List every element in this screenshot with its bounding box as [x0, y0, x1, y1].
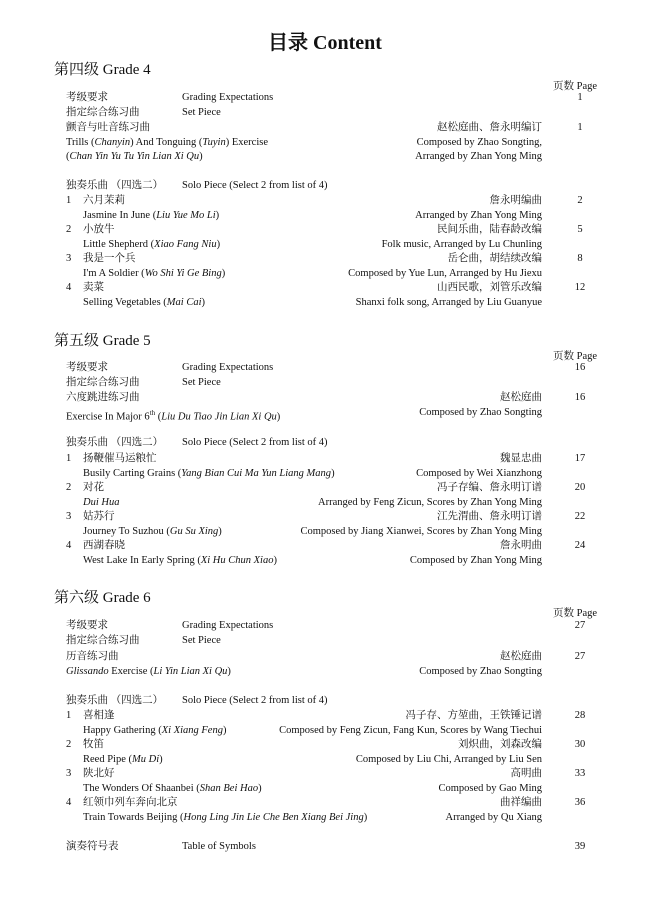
title-romanization: Mu Di [132, 754, 160, 765]
grade-heading: 第六级 Grade 6 [54, 590, 151, 606]
piece-number: 3 [66, 511, 72, 522]
title-part: ) [159, 754, 163, 765]
exercise-credit-cn: 赵松庭曲 [500, 651, 542, 662]
piece-title-cn: 卖菜 [83, 282, 104, 293]
solo-label-en: Solo Piece (Select 2 from list of 4) [182, 695, 328, 706]
title-part: ) [331, 468, 335, 479]
piece-credit-cn: 魏显忠曲 [500, 453, 542, 464]
solo-label-en: Solo Piece (Select 2 from list of 4) [182, 180, 328, 191]
piece-credit-en: Composed by Jiang Xianwei, Scores by Zhan Yong Ming [300, 526, 542, 537]
solo-label-cn: 独奏乐曲 （四选二） [66, 695, 164, 706]
grading-row[interactable] [0, 619, 650, 633]
page-number: 27 [574, 651, 586, 662]
piece-en-row [0, 554, 650, 568]
title-part: Happy Gathering ( [83, 725, 162, 736]
piece-en-row [0, 724, 650, 738]
piece-credit-en: Composed by Liu Chi, Arranged by Liu Sen [355, 754, 542, 765]
page-number: 24 [574, 540, 586, 551]
piece-row[interactable] [0, 796, 650, 810]
piece-title-en [83, 724, 226, 738]
piece-title-cn: 扬鞭催马运粮忙 [83, 453, 157, 464]
set-label-en: Set Piece [182, 107, 221, 118]
title-romanization: Xi Hu Chun Xiao [200, 555, 274, 566]
solo-header-row [0, 694, 650, 708]
symbols-row[interactable] [0, 840, 650, 854]
piece-credit-en: Composed by Zhan Yong Ming [409, 555, 542, 566]
piece-number: 3 [66, 253, 72, 264]
page-number: 33 [574, 768, 586, 779]
piece-title-en [83, 267, 225, 281]
piece-credit-en: Composed by Wei Xianzhong [416, 468, 542, 479]
piece-credit-cn: 詹永明编曲 [489, 195, 542, 206]
page-number: 16 [574, 392, 586, 403]
piece-number: 4 [66, 540, 72, 551]
piece-number: 2 [66, 739, 72, 750]
exercise-title-cn: 颤音与吐音练习曲 [66, 122, 150, 133]
page-number: 1 [577, 122, 583, 133]
piece-title-en [83, 811, 367, 825]
title-romanization: Wo Shi Yi Ge Bing [144, 268, 222, 279]
piece-credit-en: Arranged by Zhan Yong Ming [415, 210, 542, 221]
title-romanization: Yang Bian Cui Ma Yun Liang Mang [181, 468, 332, 479]
page-number: 17 [574, 453, 586, 464]
grading-label-en: Grading Expectations [182, 92, 274, 103]
piece-credit-en: Arranged by Feng Zicun, Scores by Zhan Yong Ming [318, 497, 542, 508]
set-piece-row [0, 634, 650, 648]
title-part: Jasmine In June ( [83, 210, 157, 221]
exercise-title-cn: 六度跳进练习曲 [66, 392, 140, 403]
set-label-en: Set Piece [182, 635, 221, 646]
piece-title-cn: 小放牛 [83, 224, 115, 235]
grading-label-cn: 考级要求 [66, 362, 108, 373]
set-label-en: Set Piece [182, 377, 221, 388]
page-number: 30 [574, 739, 586, 750]
page-number: 2 [577, 195, 583, 206]
exercise-row[interactable] [0, 650, 650, 664]
title-part: ) [222, 725, 227, 736]
piece-title-cn: 西湖春晓 [83, 540, 125, 551]
title-part: ) [201, 297, 206, 308]
piece-title-cn: 喜相逢 [83, 710, 115, 721]
exercise-row[interactable] [0, 391, 650, 405]
title-part: I'm A Soldier ( [83, 268, 145, 279]
piece-en-row [0, 753, 650, 767]
exercise-credit-cn: 赵松庭曲、詹永明编订 [437, 122, 542, 133]
exercise-en-row [0, 150, 650, 164]
title-part: ) [273, 555, 277, 566]
piece-row[interactable] [0, 510, 650, 524]
page-number: 16 [574, 362, 586, 373]
title-part: Train Towards Beijing ( [83, 812, 184, 823]
title-part: Journey To Suzhou ( [83, 526, 170, 537]
piece-row[interactable] [0, 223, 650, 237]
grading-row[interactable] [0, 91, 650, 105]
piece-credit-cn: 詹永明曲 [500, 540, 542, 551]
piece-title-en [83, 209, 219, 223]
page-number: 39 [574, 841, 586, 852]
solo-header-row [0, 436, 650, 450]
page-number: 12 [574, 282, 586, 293]
exercise-title-en: Exercise In Major 6th (Liu Du Tiao Jin Lian Xi Qu) [66, 409, 281, 423]
piece-number: 1 [66, 453, 72, 464]
piece-row[interactable] [0, 709, 650, 723]
piece-en-row [0, 267, 650, 281]
piece-row[interactable] [0, 252, 650, 266]
piece-en-row [0, 238, 650, 252]
piece-row[interactable] [0, 452, 650, 466]
piece-credit-cn: 冯子存编、詹永明订谱 [437, 482, 542, 493]
exercise-en-row [0, 136, 650, 150]
grading-row[interactable] [0, 361, 650, 375]
title-romanization: Xiao Fang Niu [154, 239, 217, 250]
piece-en-row [0, 811, 650, 825]
piece-credit-en: Folk music, Arranged by Lu Chunling [381, 239, 542, 250]
piece-title-cn: 牧笛 [83, 739, 104, 750]
exercise-credit-en: Composed by Zhao Songting, [416, 137, 542, 148]
piece-number: 2 [66, 482, 72, 493]
page-number: 20 [574, 482, 586, 493]
title-part: Reed Pipe ( [83, 754, 132, 765]
title-part: The Wonders Of Shaanbei ( [83, 783, 200, 794]
piece-row[interactable] [0, 281, 650, 295]
exercise-credit-cn: 赵松庭曲 [500, 392, 542, 403]
piece-title-en [83, 467, 335, 481]
piece-credit-cn: 冯子存、方堃曲，王铁锤记谱 [405, 710, 542, 721]
symbols-label-cn: 演奏符号表 [66, 841, 119, 852]
exercise-credit-en: Composed by Zhao Songting [419, 407, 542, 418]
set-piece-row [0, 376, 650, 390]
piece-number: 3 [66, 768, 72, 779]
page-number: 5 [577, 224, 583, 235]
symbols-label-en: Table of Symbols [182, 841, 256, 852]
piece-number: 2 [66, 224, 72, 235]
piece-title-cn: 对花 [83, 482, 104, 493]
set-piece-row [0, 106, 650, 120]
piece-title-cn: 陕北好 [83, 768, 115, 779]
title-romanization: Shan Bei Hao [199, 783, 259, 794]
grading-label-en: Grading Expectations [182, 362, 274, 373]
piece-row[interactable] [0, 738, 650, 752]
piece-title-cn: 六月茉莉 [83, 195, 125, 206]
piece-number: 4 [66, 282, 72, 293]
piece-row[interactable] [0, 767, 650, 781]
piece-number: 1 [66, 195, 72, 206]
grade-heading: 第五级 Grade 5 [54, 333, 151, 349]
piece-title-en [83, 525, 222, 539]
piece-title-en [83, 238, 220, 252]
piece-title-cn: 姑苏行 [83, 511, 115, 522]
piece-title-en [83, 753, 163, 767]
piece-row[interactable] [0, 481, 650, 495]
grading-label-cn: 考级要求 [66, 92, 108, 103]
title-part: ) [363, 812, 368, 823]
title-romanization: Hong Ling Jin Lie Che Ben Xiang Bei Jing [183, 812, 364, 823]
page-number: 28 [574, 710, 586, 721]
solo-header-row [0, 179, 650, 193]
grade-heading: 第四级 Grade 4 [54, 62, 151, 78]
piece-credit-cn: 民间乐曲，陆春龄改编 [437, 224, 542, 235]
page-column-label: 页数 Page [553, 81, 598, 92]
piece-number: 1 [66, 710, 72, 721]
piece-credit-cn: 曲祥编曲 [500, 797, 542, 808]
title-part: ) [215, 210, 220, 221]
exercise-credit-en: Composed by Zhao Songting [419, 666, 542, 677]
page-number: 27 [574, 620, 586, 631]
piece-title-en [83, 296, 205, 310]
title-part: Selling Vegetables ( [83, 297, 167, 308]
piece-en-row [0, 782, 650, 796]
piece-en-row [0, 525, 650, 539]
page-number: 22 [574, 511, 586, 522]
page-column-label: 页数 Page [553, 351, 598, 362]
piece-credit-en: Composed by Gao Ming [438, 783, 542, 794]
set-label-cn: 指定综合练习曲 [66, 107, 140, 118]
title-part: Little Shepherd ( [83, 239, 155, 250]
solo-label-en: Solo Piece (Select 2 from list of 4) [182, 437, 328, 448]
page-number: 8 [577, 253, 583, 264]
grading-label-cn: 考级要求 [66, 620, 108, 631]
title-romanization: Mai Cai [166, 297, 202, 308]
title-part: ) [258, 783, 262, 794]
piece-en-row [0, 496, 650, 510]
piece-row[interactable] [0, 194, 650, 208]
piece-title-en [83, 554, 277, 568]
exercise-en-row [0, 665, 650, 679]
exercise-title-en: Trills (Chanyin) And Tonguing (Tuyin) Exercise [66, 137, 269, 148]
exercise-title-en-2: (Chan Yin Yu Tu Yin Lian Xi Qu) [66, 151, 203, 162]
title-part: West Lake In Early Spring ( [83, 555, 201, 566]
piece-en-row [0, 209, 650, 223]
title-romanization: Gu Su Xing [169, 526, 219, 537]
piece-title-cn: 我是一个兵 [83, 253, 136, 264]
title-romanization: Liu Yue Mo Li [156, 210, 216, 221]
page-number: 1 [577, 92, 583, 103]
piece-credit-cn: 刘炽曲，刘森改编 [458, 739, 542, 750]
grading-label-en: Grading Expectations [182, 620, 274, 631]
piece-credit-en: Shanxi folk song, Arranged by Liu Guanyue [355, 297, 542, 308]
solo-label-cn: 独奏乐曲 （四选二） [66, 180, 164, 191]
piece-number: 4 [66, 797, 72, 808]
piece-title-cn: 红领巾列车奔向北京 [83, 797, 178, 808]
title-romanization: Dui Hua [83, 497, 120, 508]
piece-credit-cn: 山西民歌，刘管乐改编 [437, 282, 542, 293]
piece-credit-en: Composed by Feng Zicun, Fang Kun, Scores by Wang Tiechui [279, 725, 542, 736]
exercise-title-cn: 历音练习曲 [66, 651, 119, 662]
exercise-row[interactable] [0, 121, 650, 135]
set-label-cn: 指定综合练习曲 [66, 635, 140, 646]
title-part: ) [221, 268, 226, 279]
piece-credit-en: Composed by Yue Lun, Arranged by Hu Jiexu [348, 268, 542, 279]
piece-credit-cn: 高明曲 [510, 768, 542, 779]
piece-credit-cn: 江先渭曲、詹永明订谱 [437, 511, 542, 522]
piece-title-en [83, 782, 262, 796]
exercise-title-en: Glissando Exercise (Li Yin Lian Xi Qu) [66, 666, 231, 677]
page-number: 36 [574, 797, 586, 808]
solo-label-cn: 独奏乐曲 （四选二） [66, 437, 164, 448]
exercise-en-row [0, 406, 650, 423]
piece-credit-en: Arranged by Qu Xiang [445, 812, 542, 823]
title-part: ) [216, 239, 221, 250]
piece-credit-cn: 岳仑曲，胡结续改编 [447, 253, 542, 264]
title-part: ) [218, 526, 222, 537]
title-romanization: Xi Xiang Feng [161, 725, 223, 736]
page-column-label: 页数 Page [553, 608, 598, 619]
piece-row[interactable] [0, 539, 650, 553]
piece-en-row [0, 296, 650, 310]
title-part: Busily Carting Grains ( [83, 468, 182, 479]
piece-title-en [83, 496, 119, 510]
page-title: 目录 Content [268, 32, 382, 54]
exercise-credit-en-2: Arranged by Zhan Yong Ming [415, 151, 542, 162]
set-label-cn: 指定综合练习曲 [66, 377, 140, 388]
piece-en-row [0, 467, 650, 481]
